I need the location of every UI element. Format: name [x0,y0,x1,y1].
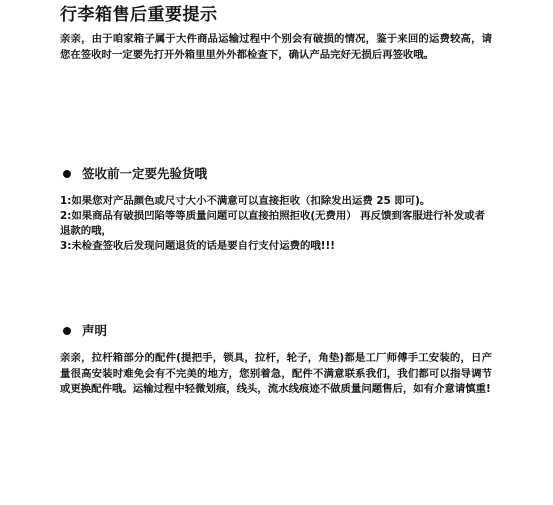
inspection-heading [60,166,492,182]
inspection-section [60,166,492,254]
bullet-icon [63,170,71,178]
statement-paragraph: 亲亲，拉杆箱部分的配件(提把手，锁具，拉杆，轮子，角垫)都是工厂师傅手工安装的，日产量很高安装时难免会有不完美的地方，您别着急，配件不满意联系我们，我们都可以指导调节或更换配件哦。运输过程中轻微划痕，线头，流水线痕迹不做质量问题售后，如有介意请慎重! [60,352,492,395]
list-item: 3:未检查签收后发现问题退货的话是要自行支付运费的哦!!! [60,240,335,252]
intro-paragraph: 亲亲，由于咱家箱子属于大件商品运输过程中个别会有破损的情况，鉴于来回的运费较高，请您在签收时一定要先打开外箱里里外外都检查下，确认产品完好无损后再签收哦。 [60,33,492,61]
inspection-list [60,194,492,254]
statement-heading [60,323,492,339]
statement-section [60,323,492,398]
statement-heading-text: 声明 [82,323,108,338]
list-item: 1:如果您对产品颜色或尺寸大小不满意可以直接拒收（扣除发出运费 25 即可)。 [60,195,431,207]
list-item: 2:如果商品有破损凹陷等等质量问题可以直接拍照拒收(无费用） 再反馈到客服进行补发或者退款的哦， [60,210,485,237]
bullet-icon [63,327,71,335]
after-sales-notice [60,4,492,63]
inspection-heading-text: 签收前一定要先验货哦 [82,166,208,181]
page-title: 行李箱售后重要提示 [60,5,218,25]
